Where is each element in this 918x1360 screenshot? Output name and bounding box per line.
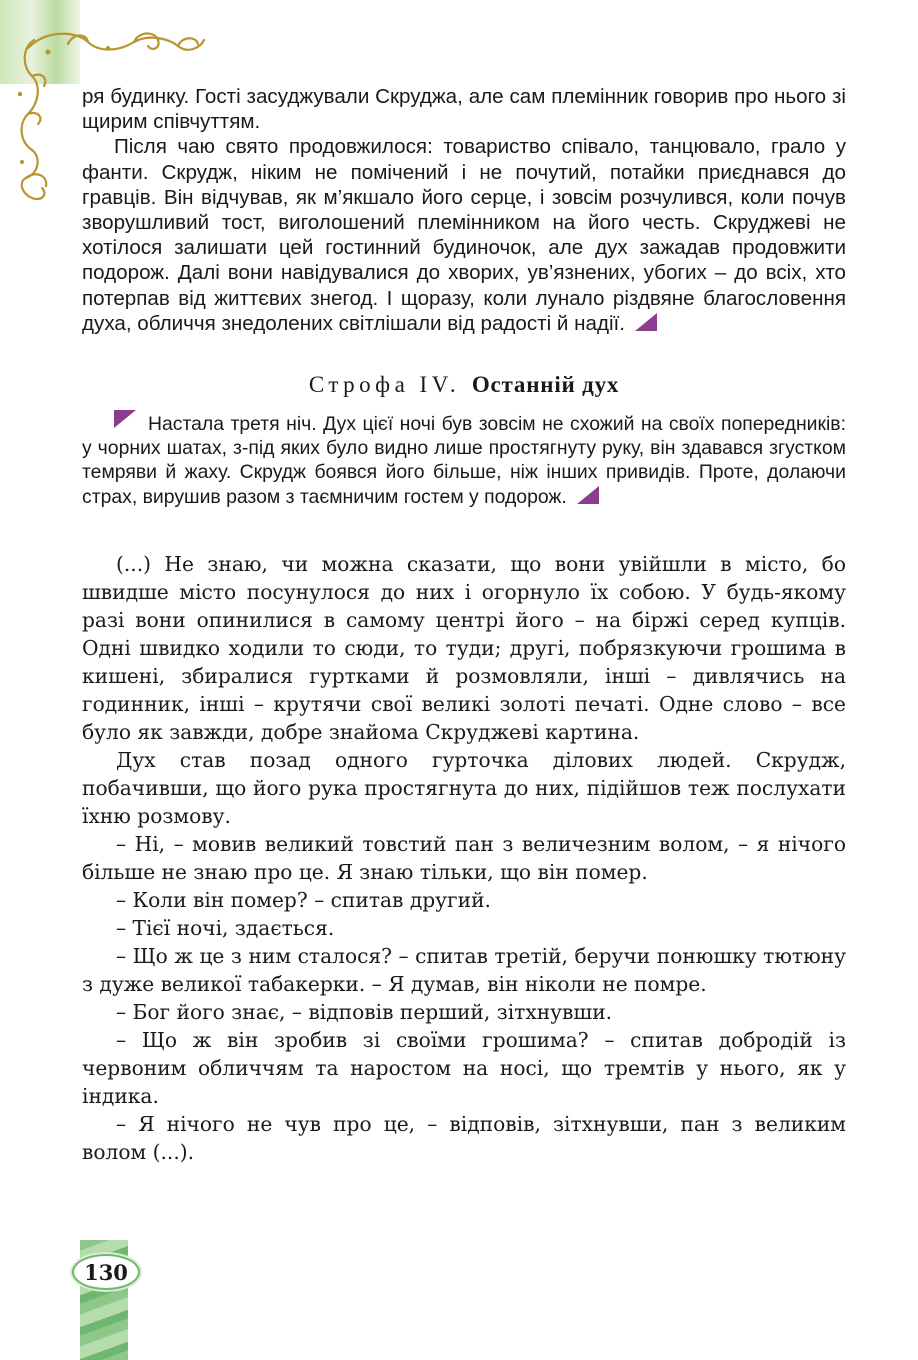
dialogue-line: – Що ж це з ним сталося? – спитав третій, беручи понюшку тютюну з дуже великої табакерки. – Я думав, він ніколи не помре. xyxy=(82,944,846,996)
dialogue-line: – Бог його знає, – відповів перший, зітхнувши. xyxy=(116,1000,613,1024)
main-text xyxy=(82,550,846,1166)
summary-start-marker-icon xyxy=(114,410,136,428)
dialogue-line: – Ні, – мовив великий товстий пан з величезним волом, – я нічого більше не знаю про це. Я знаю тільки, що він помер. xyxy=(82,832,846,884)
summary-paragraph xyxy=(82,134,846,336)
summary-paragraph-text: Після чаю свято продовжилося: товариство співало, танцювало, грало у фанти. Скрудж, ніким не помічений і не почутий, потайки приєднався до гравців. Він відчував, як м’якшало його серце, і зовсім розчулився, коли почув зворушливий тост, виголошений племінником на його честь. Скруджеві не хотілося залишати цей гостинний будиночок, але дух зажадав продовжити подорож. Далі вони навідувалися до хворих, ув’язнених, убогих – до всіх, хто потерпав від життєвих знегод. І щоразу, коли лунало різдвяне благословення духа, обличчя знедолених світлішали від радості й надії. xyxy=(82,135,846,335)
summary-end-marker-icon xyxy=(577,486,599,504)
section-title: Останній дух xyxy=(471,372,620,397)
strofa-number: Строфа IV. xyxy=(308,372,461,397)
section-heading xyxy=(82,372,846,398)
dialogue-line: – Коли він помер? – спитав другий. xyxy=(116,888,491,912)
page-number: 130 xyxy=(72,1254,140,1290)
summary-paragraph-text: Настала третя ніч. Дух цієї ночі був зовсім не схожий на своїх попередників: у чорних шатах, з-під яких було видно лише простягнуту руку, він здавався згустком темряви й жаху. Скрудж боявся його більше, ніж інших привидів. Проте, долаючи страх, вирушив разом з таємничим гостем у подорож. xyxy=(82,413,846,508)
dialogue-line: – Я нічого не чув про це, – відповів, зітхнувши, пан з великим волом (...). xyxy=(82,1112,846,1164)
summary-paragraph: ря будинку. Гості засуджували Скруджа, але сам племінник говорив про нього зі щирим співчуттям. xyxy=(82,85,846,134)
summary-top xyxy=(82,84,846,336)
dialogue-line: – Що ж він зробив зі своїми грошима? – спитав добродій із червоним обличчям та наростом на носі, що тремтів у нього, як у індика. xyxy=(82,1028,846,1108)
summary-middle xyxy=(82,410,846,509)
summary-end-marker-icon xyxy=(635,313,657,331)
summary-paragraph xyxy=(82,410,846,509)
dialogue-line: – Тієї ночі, здається. xyxy=(116,916,335,940)
text-paragraph: Дух став позад одного гурточка ділових людей. Скрудж, побачивши, що його рука простягнута до них, підійшов теж послухати їхню розмову. xyxy=(82,748,846,828)
text-paragraph: (...) Не знаю, чи можна сказати, що вони увійшли в місто, бо швидше місто посунулося до них і огорнуло їх собою. У будь-якому разі вони опинилися в самому центрі його – на біржі серед купців. Одні швидко ходили то сюди, то туди; другі, побрязкуючи грошима в кишені, збиралися гуртками й розмовляли, інші – дивлячись на годинник, інші – крутячи свої великі золоті печаті. Одне слово – все було як завжди, добре знайома Скруджеві картина. xyxy=(82,552,846,744)
